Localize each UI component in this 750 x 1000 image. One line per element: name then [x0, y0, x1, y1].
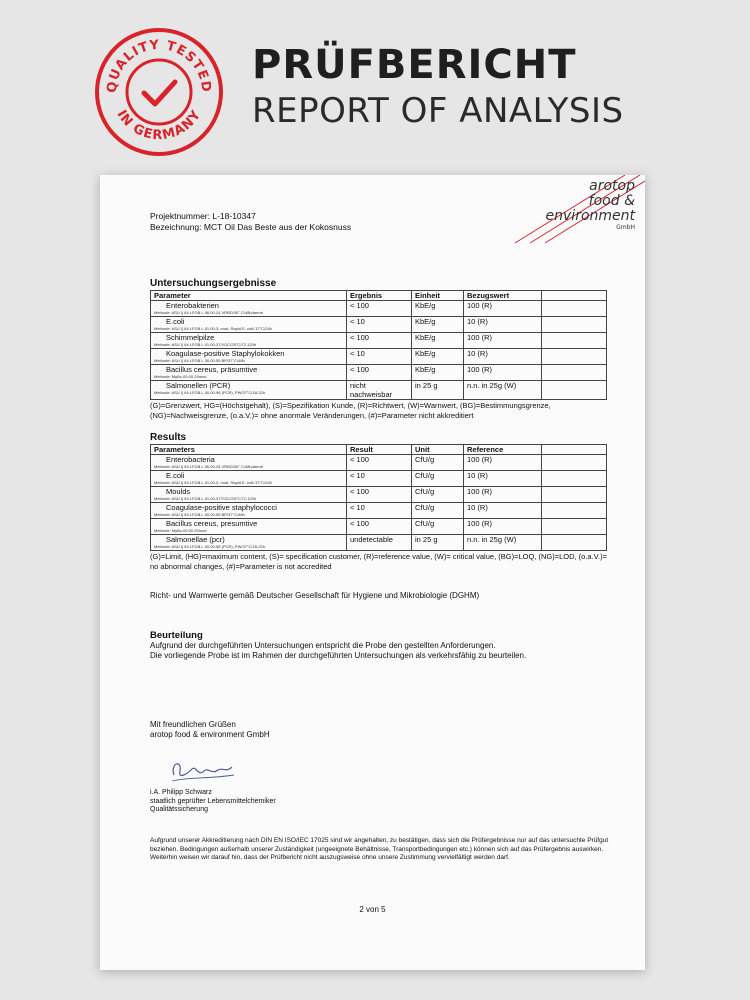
quality-tested-stamp	[94, 27, 224, 157]
signatory-department: Qualitätssicherung	[150, 806, 208, 813]
parameter-method: Methode: ASU § 64 LFGB L.01.00-3, mod. Rapid E. coli/ 37°C/24h	[154, 326, 272, 331]
table-row	[151, 317, 607, 333]
signatory-block	[150, 789, 610, 815]
table-row	[151, 333, 607, 349]
lab-logo-suffix: GmbH	[616, 224, 635, 231]
empty-cell	[542, 349, 607, 365]
table-row	[151, 535, 607, 551]
parameter-method: Methode: ASU § 64 LFGB L.00.00-55 BP/37°C/48h	[154, 358, 245, 363]
result-cell: < 100	[347, 365, 412, 381]
reference-cell: 10 (R)	[464, 317, 542, 333]
table-header-row	[151, 445, 607, 455]
reference-cell: n.n. in 25g (W)	[464, 381, 542, 400]
reference-cell: 100 (R)	[464, 455, 542, 471]
table-row	[151, 455, 607, 471]
parameter-method: Methode: ASU § 64 LFGB L.01.00-3, mod. Rapid E. coli/ 37°C/24h	[154, 480, 272, 485]
empty-cell	[542, 503, 607, 519]
project-number: Projektnummer: L-18-10347	[150, 211, 256, 221]
empty-cell	[542, 471, 607, 487]
parameter-name: Salmonellae (pcr)	[166, 535, 225, 544]
reference-cell: 100 (R)	[464, 365, 542, 381]
result-cell: undetectable	[347, 535, 412, 551]
table-row	[151, 381, 607, 400]
closing	[150, 720, 610, 740]
reference-cell: n.n. in 25g (W)	[464, 535, 542, 551]
project-designation: Bezeichnung: MCT Oil Das Beste aus der Kokosnuss	[150, 222, 352, 232]
empty-cell	[542, 381, 607, 400]
project-info	[150, 211, 370, 233]
parameter-method: Methode: MyBc-00.00.25mod	[154, 374, 207, 379]
section-title-english: Results	[150, 432, 187, 443]
unit-cell: KbE/g	[412, 317, 464, 333]
result-cell: < 10	[347, 317, 412, 333]
parameter-name: Bacillus cereus, presumtive	[166, 519, 258, 528]
empty-cell	[542, 519, 607, 535]
stamp-bottom-text: IN GERMANY	[113, 107, 205, 144]
parameter-cell	[151, 301, 347, 317]
parameter-name: Salmonellen (PCR)	[166, 381, 231, 390]
parameter-name: Enterobakterien	[166, 301, 219, 310]
stamp-top-text: QUALITY TESTED	[104, 37, 214, 94]
assessment-line: Die vorliegende Probe ist im Rahmen der durchgeführten Untersuchungen als verkehrsfähig zu beurteilen.	[150, 651, 527, 660]
reference-cell: 100 (R)	[464, 333, 542, 349]
result-cell: < 10	[347, 349, 412, 365]
parameter-cell	[151, 317, 347, 333]
reference-cell: 10 (R)	[464, 349, 542, 365]
result-cell: < 100	[347, 519, 412, 535]
empty-cell	[542, 301, 607, 317]
accreditation-disclaimer: Aufgrund unserer Akkreditierung nach DIN EN ISO/IEC 17025 sind wir angehalten, zu bestätigen, dass sich die Prüfergebnisse nur auf das untersuchte Prüfgut beziehen. Bedingungen außerhalb unserer Zuständigkeit (ungeeignete Behältnisse, Transportbedingungen etc.) können sich auf das Prüfergebnis auswirken. Weiterhin weisen wir darauf hin, dass der Prüfbericht nicht auszugsweise ohne unsere Zustimmung vervielfältigt werden darf.	[150, 837, 609, 861]
parameter-cell	[151, 535, 347, 551]
parameter-name: Coagulase-positive staphylococci	[166, 503, 277, 512]
reference-cell: 100 (R)	[464, 519, 542, 535]
page-title: PRÜFBERICHT	[252, 42, 577, 88]
parameter-name: Bacillus cereus, präsumtive	[166, 365, 258, 374]
empty-cell	[542, 333, 607, 349]
table-header-row	[151, 291, 607, 301]
signatory-role: staatlich geprüfter Lebensmittelchemiker	[150, 797, 276, 805]
column-header: Ergebnis	[347, 291, 412, 301]
parameter-name: Enterobacteria	[166, 455, 215, 464]
parameter-cell	[151, 487, 347, 503]
table-row	[151, 519, 607, 535]
lab-logo-line1: arotop	[589, 178, 635, 194]
column-header: Parameters	[151, 445, 347, 455]
dghm-note: Richt- und Warnwerte gemäß Deutscher Gesellschaft für Hygiene und Mikrobiologie (DGHM)	[150, 591, 480, 600]
result-cell: < 10	[347, 503, 412, 519]
assessment-line: Aufgrund der durchgeführten Untersuchungen entspricht die Probe den gestellten Anforderungen.	[150, 641, 496, 650]
unit-cell: in 25 g	[412, 535, 464, 551]
table-row	[151, 349, 607, 365]
parameter-cell	[151, 349, 347, 365]
column-header: Unit	[412, 445, 464, 455]
reference-cell: 10 (R)	[464, 503, 542, 519]
page-number: 2 von 5	[359, 905, 386, 914]
reference-cell: 10 (R)	[464, 471, 542, 487]
parameter-cell	[151, 381, 347, 400]
lab-logo-line3: environment	[545, 208, 635, 224]
parameter-cell	[151, 471, 347, 487]
headline	[252, 40, 624, 132]
parameter-name: Moulds	[166, 487, 191, 496]
svg-text:QUALITY TESTED	[105, 38, 214, 94]
parameter-method: Methode: ASU § 64 LFGB L.01.00-37/YGC/25°C/72-120h	[154, 342, 257, 347]
parameter-method: Methode: ASU § 64 LFGB L.01.00-37/YGC/25°C/72-120h	[154, 496, 257, 501]
unit-cell: CfU/g	[412, 519, 464, 535]
results-table-english	[150, 444, 607, 551]
lab-logo-line2: food &	[588, 193, 635, 209]
parameter-name: E.coli	[166, 317, 185, 326]
column-header: Einheit	[412, 291, 464, 301]
footnote-german: (G)=Grenzwert, HG=(Höchstgehalt), (S)=Spezifikation Kunde, (R)=Richtwert, (W)=Warnwert, (BG)=Bestimmungsgrenze, (NG)=Nachweisgrenze, (o.a.V.)= ohne anormale Veränderungen, (#)=Parameter nicht akkreditiert	[150, 401, 551, 420]
footnote-english: (G)=Limit, (HG)=maximum content, (S)= specification customer, (R)=reference value, (W)= critical value, (BG)=LOQ, (NG)=LOD, (o.a.V.)= no abnormal changes, (#)=Parameter is not accredited	[150, 552, 607, 571]
table-row	[151, 301, 607, 317]
signatory-name: i.A. Philipp Schwarz	[150, 789, 212, 796]
unit-cell: CfU/g	[412, 503, 464, 519]
empty-cell	[542, 535, 607, 551]
unit-cell: KbE/g	[412, 349, 464, 365]
parameter-method: Methode: MyBc-00.00.25mod	[154, 528, 207, 533]
column-header: Parameter	[151, 291, 347, 301]
parameter-name: Schimmelpilze	[166, 333, 215, 342]
unit-cell: CfU/g	[412, 455, 464, 471]
result-cell: < 100	[347, 487, 412, 503]
section-title-german: Untersuchungsergebnisse	[150, 278, 277, 289]
parameter-cell	[151, 503, 347, 519]
parameter-method: Methode: ASU § 64 LFGB L.06.00-24 VRBD/30° C/48h/aerob	[154, 464, 263, 469]
result-cell: < 100	[347, 455, 412, 471]
results-table-german	[150, 290, 607, 400]
unit-cell: CfU/g	[412, 487, 464, 503]
column-header: Result	[347, 445, 412, 455]
page-subtitle: REPORT OF ANALYSIS	[252, 91, 624, 131]
parameter-method: Methode: ASU § 64 LFGB L.06.00-24 VRBD/30° C/48h/aerob	[154, 310, 263, 315]
check-icon	[144, 82, 175, 104]
reference-cell: 100 (R)	[464, 301, 542, 317]
reference-cell: 100 (R)	[464, 487, 542, 503]
parameter-method: Methode: ASU § 64 LFGB L.00.00-55 BP/37°C/48h	[154, 512, 245, 517]
report-page	[100, 175, 645, 970]
result-cell: < 100	[347, 301, 412, 317]
empty-cell	[542, 455, 607, 471]
empty-cell	[542, 317, 607, 333]
parameter-name: E.coli	[166, 471, 185, 480]
result-cell: nicht nachweisbar	[347, 381, 412, 400]
signature	[168, 755, 238, 785]
unit-cell: in 25 g	[412, 381, 464, 400]
column-header: Reference	[464, 445, 542, 455]
closing-greeting: Mit freundlichen Grüßen	[150, 720, 236, 729]
assessment	[150, 631, 610, 661]
assessment-title: Beurteilung	[150, 630, 203, 641]
unit-cell: CfU/g	[412, 471, 464, 487]
table-row	[151, 487, 607, 503]
parameter-cell	[151, 365, 347, 381]
closing-company: arotop food & environment GmbH	[150, 730, 270, 739]
column-header: Bezugswert	[464, 291, 542, 301]
parameter-cell	[151, 519, 347, 535]
table-row	[151, 365, 607, 381]
parameter-name: Koagulase-positive Staphylokokken	[166, 349, 285, 358]
unit-cell: KbE/g	[412, 333, 464, 349]
table-row	[151, 503, 607, 519]
unit-cell: KbE/g	[412, 365, 464, 381]
column-header-empty	[542, 445, 607, 455]
parameter-cell	[151, 455, 347, 471]
parameter-method: Methode: ASU § 64 LFGB L.00.00-98 (PCR), PW/37°C/18-22h	[154, 390, 265, 395]
result-cell: < 100	[347, 333, 412, 349]
empty-cell	[542, 365, 607, 381]
parameter-method: Methode: ASU § 64 LFGB L.00.00-98 (PCR), PW/37°C/18-22h	[154, 544, 265, 549]
column-header-empty	[542, 291, 607, 301]
result-cell: < 10	[347, 471, 412, 487]
unit-cell: KbE/g	[412, 301, 464, 317]
table-row	[151, 471, 607, 487]
empty-cell	[542, 487, 607, 503]
lab-logo	[546, 179, 635, 231]
parameter-cell	[151, 333, 347, 349]
